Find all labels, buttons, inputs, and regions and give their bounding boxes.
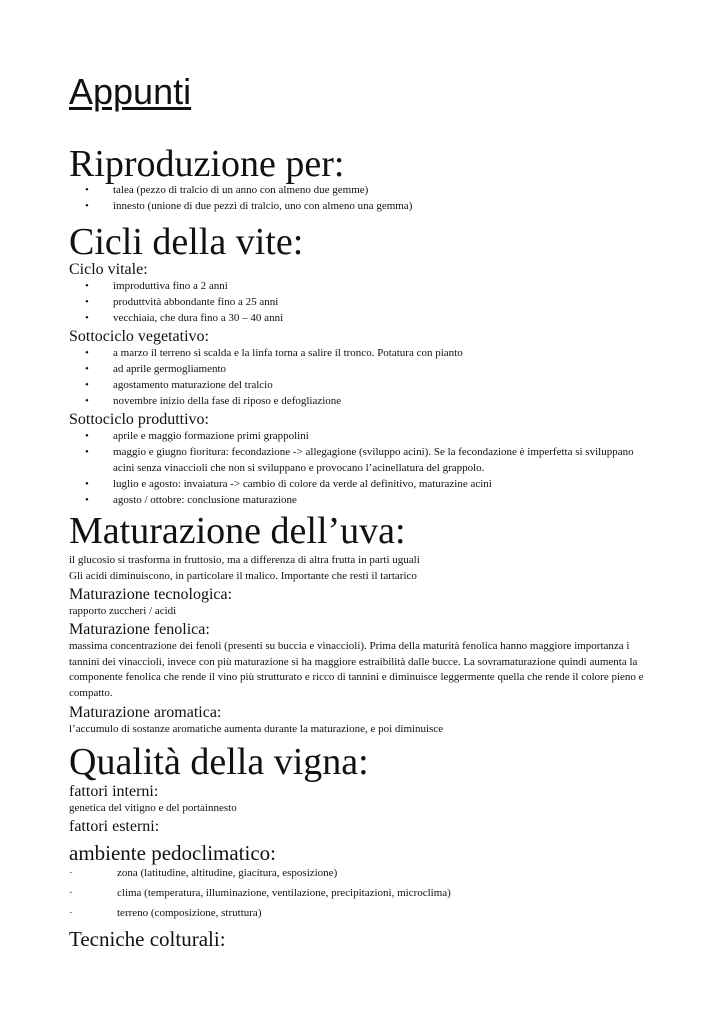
bullet-icon: •: [85, 494, 89, 506]
paragraph: rapporto zuccheri / acidi: [69, 605, 177, 617]
bullet-icon: •: [85, 280, 89, 292]
paragraph: l’accumulo di sostanze aromatiche aumenta durante la maturazione, e poi diminuisce: [69, 723, 444, 735]
bullet-icon: •: [85, 312, 89, 324]
list-item: • improduttiva fino a 2 anni: [69, 279, 639, 295]
list-item: • talea (pezzo di tralcio di un anno con almeno due gemme): [69, 183, 639, 199]
subheading-fattori-interni: fattori interni:: [69, 783, 159, 800]
list-item: • agosto / ottobre: conclusione maturazione: [69, 493, 639, 509]
heading-cicli: Cicli della vite:: [69, 221, 304, 263]
bullet-icon: •: [85, 446, 89, 458]
bullet-icon: •: [85, 430, 89, 442]
subheading-aromatica: Maturazione aromatica:: [69, 704, 222, 721]
bullet-icon: •: [85, 363, 89, 375]
list-item: · clima (temperatura, illuminazione, ventilazione, precipitazioni, microclima): [69, 886, 639, 902]
list-item: • produttvità abbondante fino a 25 anni: [69, 295, 639, 311]
bullet-icon: •: [85, 395, 89, 407]
list-item: • agostamento maturazione del tralcio: [69, 378, 639, 394]
list-item: • luglio e agosto: invaiatura -> cambio di colore da verde al definitivo, maturazine acini: [69, 477, 639, 493]
list-item: • aprile e maggio formazione primi grappolini: [69, 429, 639, 445]
heading-qualita: Qualità della vigna:: [69, 741, 369, 783]
bullet-icon: •: [85, 379, 89, 391]
bullet-icon: •: [85, 184, 89, 196]
heading-maturazione: Maturazione dell’uva:: [69, 510, 406, 552]
paragraph: genetica del vitigno e del portainnesto: [69, 802, 237, 814]
bullet-icon: •: [85, 347, 89, 359]
bullet-icon: •: [85, 296, 89, 308]
subheading-fenolica: Maturazione fenolica:: [69, 621, 210, 638]
heading-riproduzione: Riproduzione per:: [69, 143, 345, 185]
subheading-vegetativo: Sottociclo vegetativo:: [69, 328, 209, 345]
paragraph: il glucosio si trasforma in fruttosio, ma a differenza di altra frutta in parti uguali: [69, 554, 420, 566]
dot-icon: ·: [69, 907, 73, 919]
list-item: · zona (latitudine, altitudine, giacitura, esposizione): [69, 866, 639, 882]
dot-icon: ·: [69, 887, 73, 899]
subheading-tecniche: Tecniche colturali:: [69, 927, 226, 951]
list-item: • a marzo il terreno si scalda e la linfa torna a salire il tronco. Potatura con pianto: [69, 346, 639, 362]
list-item: • novembre inizio della fase di riposo e defogliazione: [69, 394, 639, 410]
subheading-fattori-esterni: fattori esterni:: [69, 818, 160, 835]
page-title: Appunti: [69, 71, 192, 112]
paragraph: Gli acidi diminuiscono, in particolare il malico. Importante che resti il tartarico: [69, 570, 417, 582]
dot-icon: ·: [69, 867, 73, 879]
subheading-ciclo-vitale: Ciclo vitale:: [69, 261, 148, 278]
list-item: • innesto (unione di due pezzi di tralcio, uno con almeno una gemma): [69, 199, 639, 215]
subheading-tecnologica: Maturazione tecnologica:: [69, 586, 233, 603]
list-item: • vecchiaia, che dura fino a 30 – 40 anni: [69, 311, 639, 327]
subheading-ambiente: ambiente pedoclimatico:: [69, 841, 277, 865]
list-item: · terreno (composizione, struttura): [69, 906, 639, 922]
subheading-produttivo: Sottociclo produttivo:: [69, 411, 209, 428]
bullet-icon: •: [85, 478, 89, 490]
list-item: • maggio e giugno fioritura: fecondazione -> allegagione (sviluppo acini). Se la fecondazione è imperfetta si sviluppano acini senza vinaccioli che non si sviluppano e provocano l’acinellatura del grappolo.: [85, 446, 634, 474]
bullet-icon: •: [85, 200, 89, 212]
list-item: • ad aprile germogliamento: [69, 362, 639, 378]
paragraph: massima concentrazione dei fenoli (presenti su buccia e vinaccioli). Prima della maturità fenolica hanno maggiore importanza i tannini dei vinaccioli, invece con più maturazione si ha maggiore estraibilità dalle bucce. La sovramaturazione quindi aumenta la componente fenolica che rende il vino più strutturato e ricco di tannini e diminuisce leggermente quella che rende il colore pieno e compatto.: [69, 640, 644, 699]
